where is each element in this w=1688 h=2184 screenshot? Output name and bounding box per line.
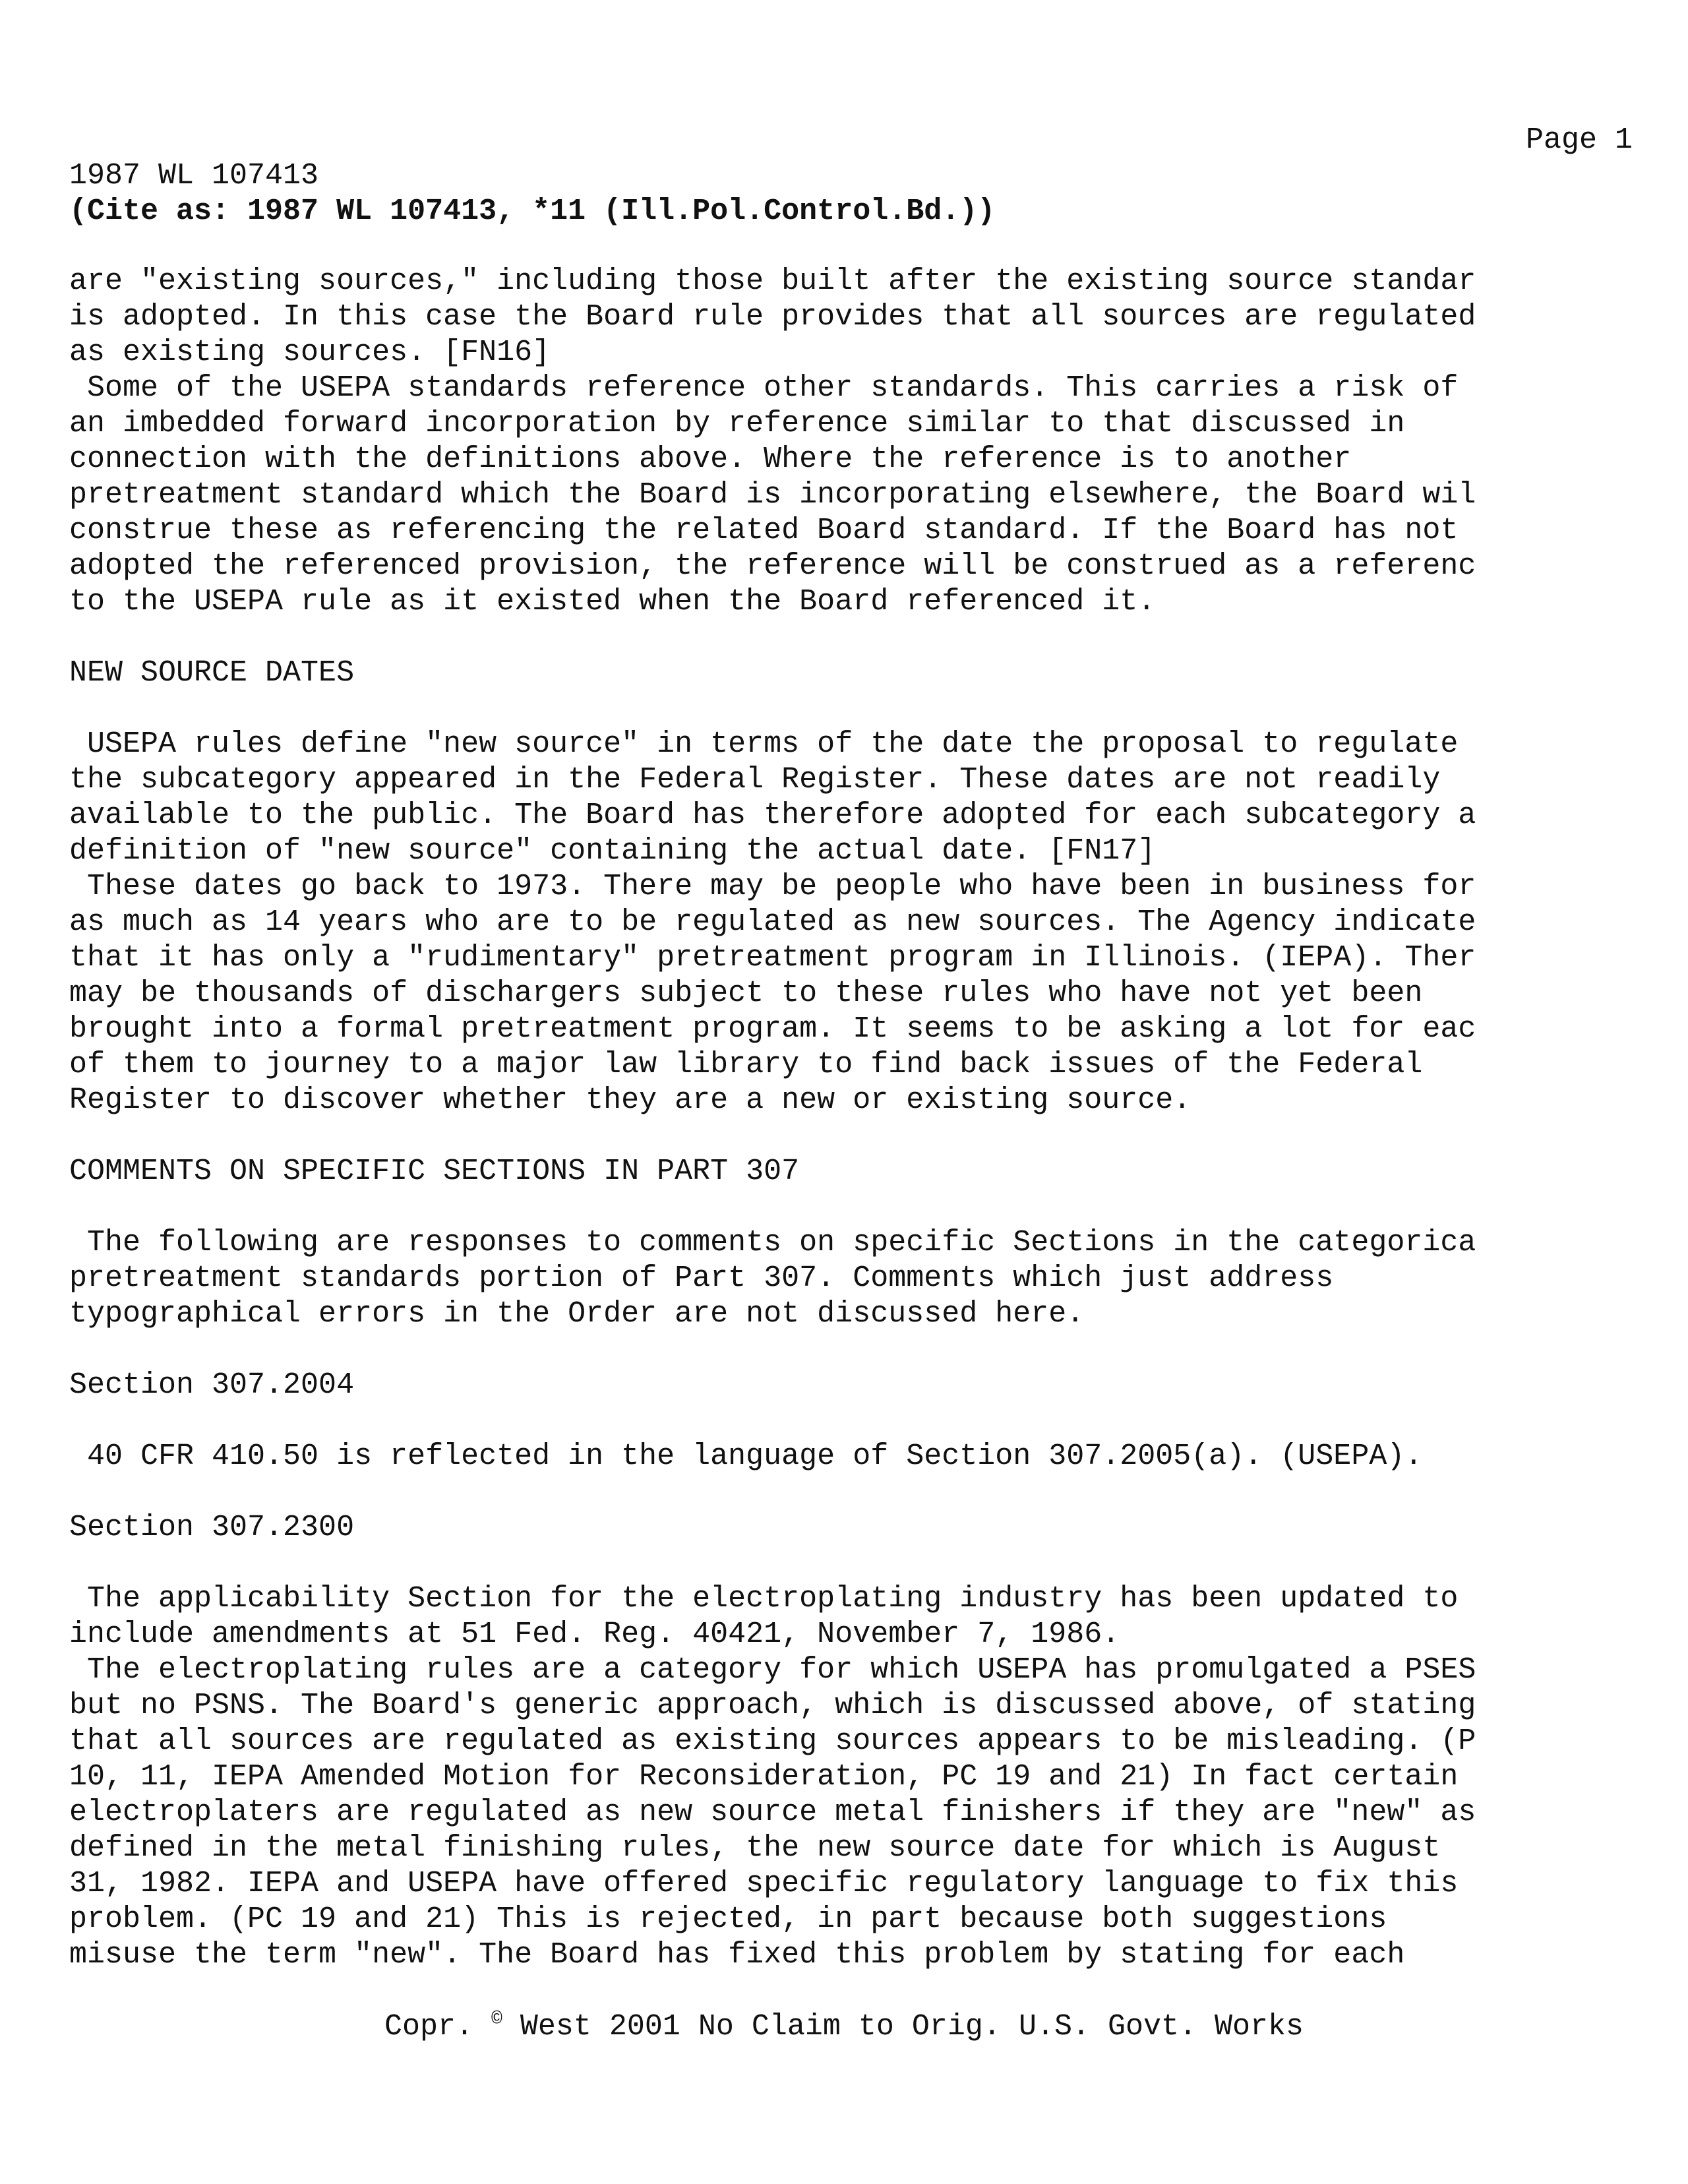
section-heading-new-source-dates: NEW SOURCE DATES [69, 656, 355, 690]
text-line: construe these as referencing the related Board standard. If the Board has not [69, 514, 1459, 547]
page-number: Page 1 [1525, 123, 1633, 157]
text-line: typographical errors in the Order are not discussed here. [69, 1297, 1085, 1331]
text-line: the subcategory appeared in the Federal Register. These dates are not readily [69, 763, 1441, 797]
text-line: pretreatment standard which the Board is incorporating elsewhere, the Board wil [69, 478, 1476, 512]
text-line: as much as 14 years who are to be regulated as new sources. The Agency indicate [69, 905, 1476, 939]
text-line: 31, 1982. IEPA and USEPA have offered specific regulatory language to fix this [69, 1867, 1459, 1900]
text-line: adopted the referenced provision, the reference will be construed as a referenc [69, 549, 1476, 583]
section-heading-307-2004: Section 307.2004 [69, 1368, 355, 1402]
text-line: to the USEPA rule as it existed when the Board referenced it. [69, 585, 1156, 619]
text-line: may be thousands of dischargers subject to these rules who have not yet been [69, 977, 1423, 1010]
text-line: These dates go back to 1973. There may be people who have been in business for [69, 870, 1476, 903]
citation-id: 1987 WL 107413 [69, 159, 319, 193]
text-line: pretreatment standards portion of Part 307. Comments which just address [69, 1261, 1334, 1295]
text-line: available to the public. The Board has therefore adopted for each subcategory a [69, 799, 1476, 832]
document-body [69, 264, 1652, 1973]
text-line: include amendments at 51 Fed. Reg. 40421, November 7, 1986. [69, 1618, 1120, 1651]
text-line: but no PSNS. The Board's generic approach, which is discussed above, of stating [69, 1689, 1476, 1722]
text-line: an imbedded forward incorporation by reference similar to that discussed in [69, 407, 1405, 440]
text-line: misuse the term "new". The Board has fixed this problem by stating for each [69, 1938, 1405, 1972]
text-line: of them to journey to a major law library to find back issues of the Federal [69, 1048, 1423, 1081]
text-line: are "existing sources," including those built after the existing source standar [69, 264, 1476, 298]
cite-as-line: (Cite as: 1987 WL 107413, *11 (Ill.Pol.Control.Bd.)) [69, 195, 996, 228]
text-line: The applicability Section for the electroplating industry has been updated to [69, 1582, 1459, 1616]
text-line: is adopted. In this case the Board rule provides that all sources are regulated [69, 300, 1476, 334]
text-line: 40 CFR 410.50 is reflected in the language of Section 307.2005(a). (USEPA). [69, 1440, 1423, 1473]
section-heading-comments: COMMENTS ON SPECIFIC SECTIONS IN PART 307 [69, 1155, 800, 1188]
section-heading-307-2300: Section 307.2300 [69, 1511, 355, 1544]
text-line: The following are responses to comments on specific Sections in the categorica [69, 1226, 1476, 1259]
footer-text: West 2001 No Claim to Orig. U.S. Govt. Works [502, 2010, 1304, 2044]
text-line: definition of "new source" containing the actual date. [FN17] [69, 834, 1156, 868]
footer-prefix: Copr. [384, 2010, 491, 2044]
copyright-symbol: © [491, 2009, 502, 2030]
text-line: 10, 11, IEPA Amended Motion for Reconsideration, PC 19 and 21) In fact certain [69, 1760, 1459, 1794]
copyright-footer [0, 2002, 1688, 2045]
text-line: as existing sources. [FN16] [69, 336, 551, 369]
citation-header [69, 158, 995, 229]
text-line: The electroplating rules are a category for which USEPA has promulgated a PSES [69, 1653, 1476, 1687]
text-line: connection with the definitions above. Where the reference is to another [69, 442, 1352, 476]
text-line: that all sources are regulated as existing sources appears to be misleading. (P [69, 1724, 1476, 1758]
text-line: electroplaters are regulated as new source metal finishers if they are "new" as [69, 1796, 1476, 1829]
text-line: USEPA rules define "new source" in terms of the date the proposal to regulate [69, 727, 1459, 761]
text-line: problem. (PC 19 and 21) This is rejected, in part because both suggestions [69, 1902, 1387, 1936]
text-line: Some of the USEPA standards reference other standards. This carries a risk of [69, 371, 1459, 405]
text-line: defined in the metal finishing rules, the new source date for which is August [69, 1831, 1441, 1865]
text-line: that it has only a "rudimentary" pretreatment program in Illinois. (IEPA). Ther [69, 941, 1476, 975]
text-line: Register to discover whether they are a new or existing source. [69, 1083, 1191, 1117]
text-line: brought into a formal pretreatment program. It seems to be asking a lot for eac [69, 1012, 1476, 1046]
